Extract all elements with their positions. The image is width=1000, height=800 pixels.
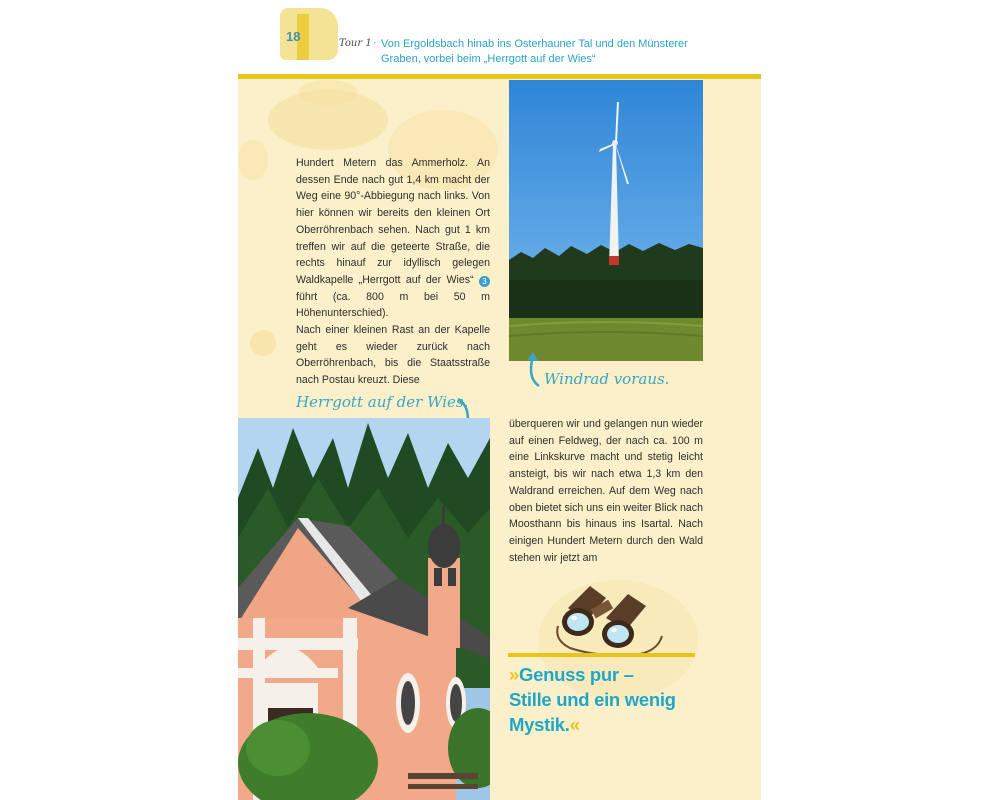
pull-quote	[509, 662, 739, 737]
watercolor-splash	[250, 330, 276, 356]
paragraph-2: Nach einer kleinen Rast an der Kapelle geht es wieder zurück nach Oberröhrenbach, bis die Staatsstraße nach Postau kreuzt. Diese	[296, 324, 490, 387]
paragraph-1	[296, 155, 490, 322]
paragraph-1-end: führt (ca. 800 m bei 50 m Höhenunterschied).	[296, 290, 490, 320]
tour-title-line2: Graben, vorbei beim „Herrgott auf der Wies“	[381, 53, 596, 65]
chapel-image	[238, 418, 490, 800]
header-separator: ·	[373, 37, 377, 49]
watercolor-splash	[238, 140, 268, 180]
quote-close-mark: «	[569, 714, 580, 735]
wind-turbine-image	[509, 80, 703, 361]
pull-quote-line2	[509, 687, 739, 737]
book-page	[238, 0, 761, 800]
quote-open-mark: »	[509, 664, 519, 685]
pull-quote-line1-text: Genuss pur –	[519, 664, 634, 685]
curved-arrow-icon	[525, 350, 545, 390]
wind-caption: Windrad voraus.	[544, 370, 670, 388]
chapel-caption: Herrgott auf der Wies.	[296, 393, 469, 411]
watercolor-splash	[298, 80, 358, 105]
waypoint-marker: 3	[479, 276, 490, 287]
body-text-column-1	[296, 155, 490, 389]
pull-quote-line1	[509, 662, 739, 687]
tour-title-line1: Von Ergoldsbach hinab ins Osterhauner Tal und den Münsterer	[381, 38, 688, 50]
tour-label: Tour 1	[339, 38, 372, 49]
tour-title	[381, 37, 711, 67]
paragraph-1-text: Hundert Metern das Ammerholz. An dessen Ende nach gut 1,4 km macht der Weg eine 90°-Abbiegung nach links. Von hier können wir bereits den kleinen Ort Oberröhrenbach sehen. Nach gut 1 km treffen wir auf die geteerte Straße, die rechts hinauf zur idyllisch gelegen Waldkapelle „Herrgott auf der Wies“	[296, 157, 490, 286]
body-text-column-2: überqueren wir und gelangen nun wieder auf einen Feldweg, der nach ca. 100 m eine Linkskurve macht und stetig leicht ansteigt, bis wir nach etwa 1,3 km den Waldrand erreichen. Auf dem Weg nach oben bietet sich uns ein weiter Blick nach Moosthann bis hinaus ins Isartal. Nach einigen Hundert Metern durch den Wald stehen wir jetzt am	[509, 418, 703, 564]
quote-rule	[508, 653, 695, 657]
page-number: 18	[286, 29, 301, 44]
wind-turbine-photo	[509, 80, 703, 361]
header-rule	[238, 74, 761, 79]
chapel-photo	[238, 418, 490, 800]
pull-quote-line2-text: Stille und ein wenig Mystik.	[509, 689, 676, 735]
